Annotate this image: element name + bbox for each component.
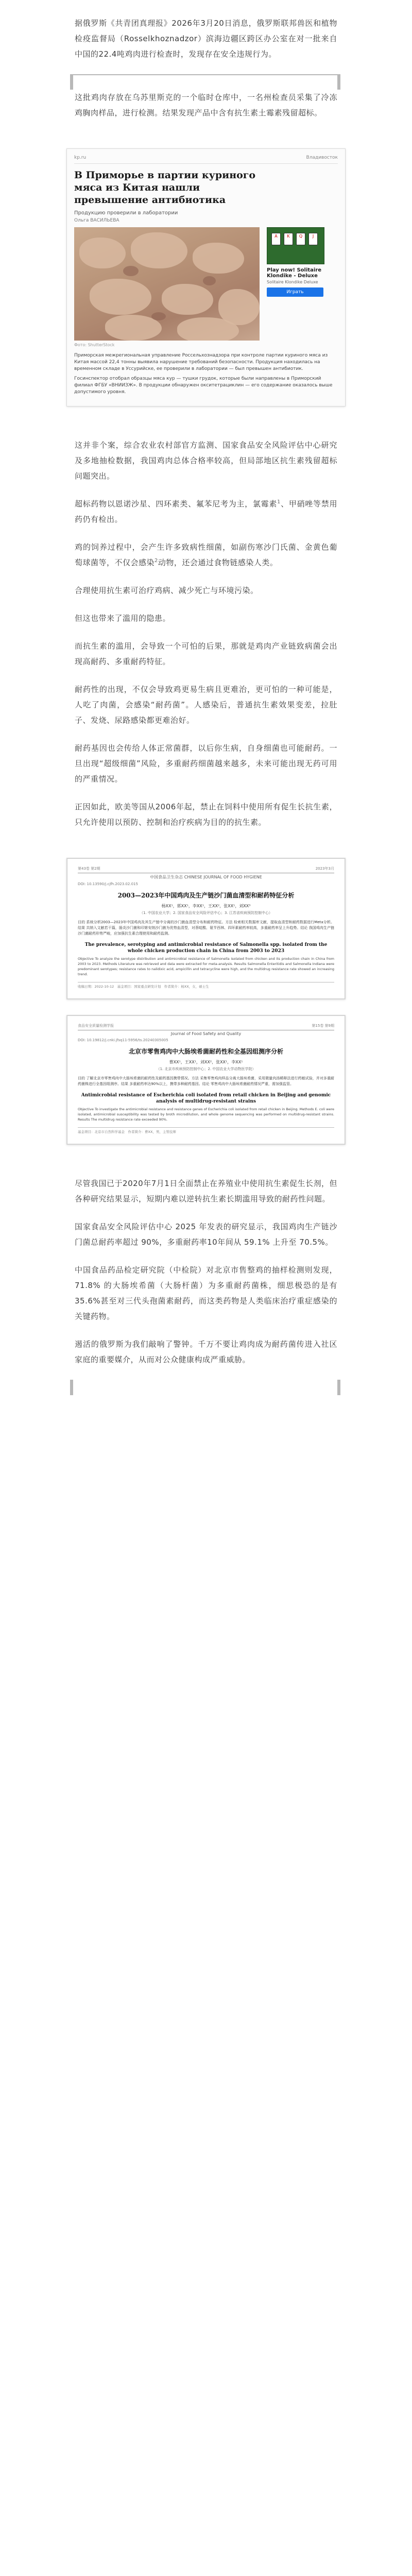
frame-line: [70, 74, 340, 75]
paper-2-doi: DOI: 10.19812/j.cnki.jfsq11-5956/ts.20240305005: [78, 1038, 168, 1042]
paper-2-affiliations: （1. 北京市疾病预防控制中心；2. 中国农业大学动物医学院）: [156, 1067, 256, 1071]
paper-1-journal: 中国食品卫生杂志 CHINESE JOURNAL OF FOOD HYGIENE: [150, 875, 262, 879]
ad-description: Solitaire Klondike Deluxe: [267, 280, 318, 284]
ru-subhead: Продукцию проверили в лаборатории: [74, 210, 178, 216]
paper-2-head-left: 食品安全质量检测学报: [78, 1024, 114, 1028]
ru-article-text: [74, 352, 338, 396]
analysis-paragraph-2a: 超标药物以恩诺沙星、四环素类、氟苯尼考为主，氯霉素: [75, 499, 278, 509]
paper-2: [67, 1015, 345, 1144]
paper-1-authors: 杨XX¹，郭XX¹，李XX¹，王XX²，张XX¹，刘XX³: [161, 904, 251, 908]
intro-paragraph-2: 这批鸡肉存放在乌苏里斯克的一个临时仓库中，一名州检查员采集了冷冻鸡胸肉样品，进行检测。结果发现产品中含有抗生素土霉素残留超标。: [75, 93, 337, 117]
paper-1-head-right: 2023年3月: [315, 867, 334, 871]
photo-caption: Фото: ShutterStock: [74, 343, 115, 347]
footnote-marker: 2: [154, 558, 158, 564]
frame-right-bar: [337, 74, 340, 90]
intro-paragraph-1: 据俄罗斯《共青团真理报》2026年3月20日消息，俄罗斯联邦兽医和植物检疫监督局（Rosselkhoznadzor）滨海边疆区跨区办公室在对一批来自中国的22.4吨鸡肉进行检查时，发现存在安全违规行为。: [75, 19, 337, 59]
ru-text-paragraph-2: Госинспектор отобрал образцы мяса кур — тушки грудок, которые были направлены в Приморский филиал ФГБУ «ВНИИЗЖ». В продукции обнаружен окситетрациклин — его содержание оказалось выше допустимого уровня.: [74, 376, 333, 395]
russian-news-screenshot: [66, 148, 346, 406]
playing-card-icon: K: [284, 233, 293, 245]
ad-play-button[interactable]: Играть: [267, 287, 323, 297]
chicken-meat-photo: [74, 227, 260, 341]
analysis-section: [0, 422, 412, 858]
solitaire-ad[interactable]: [267, 227, 323, 347]
paper-1-english-title: The prevalence, serotyping and antimicrobial resistance of Salmonella spp. isolated from the whole chicken production chain in China from 2003 to 2023: [84, 942, 328, 954]
analysis-paragraph-3: [75, 539, 337, 570]
playing-card-icon: A: [271, 233, 281, 245]
paper-screenshot-1: [66, 858, 346, 999]
footnote-marker: 1: [277, 499, 281, 505]
paper-1-abstract: 目的 系统分析2003—2023年中国鸡肉及其生产链中分离的沙门菌血清型分布和耐药特征。方法 检索相关数据库文献，提取血清型和耐药数据进行Meta分析。结果 共纳入文献若干篇，肠炎沙门菌和印第安纳沙门菌为优势血清型，对萘啶酸、氨苄西林、四环素耐药率较高，多重耐药率呈上升趋势。结论 我国鸡肉生产链沙门菌耐药形势严峻，应加强抗生素合理使用和耐药监测。: [78, 920, 334, 936]
analysis-paragraph-7: 耐药性的出现，不仅会导致鸡更易生病且更难治，更可怕的一种可能是，人吃了肉菌，会感染“耐药菌”。人感染后，普通抗生素效果变差，拉肚子、发烧、尿路感染都更难治好。: [75, 685, 337, 725]
quote-frame-top: [0, 74, 412, 90]
analysis-paragraph-8: 耐药基因也会传给人体正常菌群，以后你生病，自身细菌也可能耐药。一旦出现“超级细菌”风险，多重耐药细菌越来越多，未来可能出现无药可用的严重情况。: [75, 743, 337, 784]
paper-2-abstract: 目的 了解北京市零售鸡肉中大肠埃希菌的耐药性及耐药基因携带情况。方法 采集零售鸡肉样品分离大肠埃希菌，采用微量肉汤稀释法进行药敏试验，并对多重耐药菌株进行全基因组测序。结果 多重耐药率达90%以上，携带多种耐药基因。结论 零售鸡肉中大肠埃希菌耐药情况严重，需加强监管。: [78, 1076, 334, 1086]
paper-1-title: 2003—2023年中国鸡肉及生产链沙门菌血清型和耐药特征分析: [117, 892, 295, 899]
paper-2-journal: Journal of Food Safety and Quality: [170, 1031, 242, 1036]
ru-photo-column: [74, 227, 260, 347]
frame-left-bar: [70, 1380, 73, 1395]
ru-headline: В Приморье в партии куриного мяса из Китая нашли превышение антибиотика: [74, 170, 256, 206]
paper-2-authors: 曹XX¹，王XX¹，刘XX²，张XX¹，李XX¹: [169, 1060, 243, 1064]
ru-text-paragraph-1: Приморская межрегиональная управление Россельхознадзора при контроле партии куриного мяса из Китая массой 22,4 тонны выявила нарушение требований безопасности. Продукция находилась на временном складе в Уссурийске, ее проверили в лаборатории — был превышен антибиотик.: [74, 353, 328, 371]
ending-paragraph-2: 国家食品安全风险评估中心 2025 年发表的研究显示，我国鸡肉生产链沙门菌总耐药率超过 90%，多重耐药率10年间从 59.1% 上升至 70.5%。: [75, 1222, 337, 1247]
analysis-paragraph-4: 合理使用抗生素可治疗鸡病、减少死亡与环境污染。: [75, 586, 259, 595]
analysis-paragraph-2: [75, 496, 337, 527]
ru-body: [74, 227, 338, 347]
ending-section: [0, 1160, 412, 1411]
ad-title: Play now! Solitaire Klondike - Deluxe: [267, 267, 322, 279]
ru-site-name: kp.ru: [74, 155, 87, 160]
paper-1-head-left: 第43卷 第2期: [78, 867, 100, 871]
paper-2-head-right: 第15卷 第9期: [312, 1024, 334, 1028]
paper-2-header: [78, 1023, 334, 1030]
paper-1: [67, 858, 345, 999]
paper-1-english-abstract: Objective To analyze the serotype distribution and antimicrobial resistance of Salmonella isolated from chicken and its production chain in China from 2003 to 2023. Methods Literature was retrieved and data were extracted for meta-analysis. Results Salmonella Enteritidis and Salmonella Indiana were predominant serotypes; resistance rates to nalidixic acid, ampicillin and tetracycline were high, and the multidrug resistance rate showed an increasing trend.: [78, 957, 334, 976]
analysis-paragraph-3a: 鸡的饲养过程中，会产生许多致病性细菌，如副伤寒沙门氏菌、金黄色葡萄球菌等，不仅会感染: [75, 543, 337, 567]
paper-2-title: 北京市零售鸡肉中大肠埃希菌耐药性和全基因组测序分析: [128, 1048, 283, 1055]
ru-site-section: Владивосток: [306, 155, 338, 160]
paper-screenshot-2: [66, 1015, 346, 1145]
intro-section: [0, 0, 412, 148]
paper-1-header: [78, 866, 334, 873]
paper-1-affiliations: （1. 中国农业大学；2. 国家食品安全风险评估中心；3. 江苏省疾病预防控制中心）: [140, 911, 272, 915]
playing-card-icon: J: [308, 233, 318, 245]
paper-1-doi: DOI: 10.13590/j.cjfh.2023.02.015: [78, 882, 138, 886]
ending-paragraph-1: 尽管我国已于2020年7月1日全面禁止在养殖业中使用抗生素促生长剂，但各种研究结果显示，短期内难以逆转抗生素长期滥用导致的耐药性问题。: [75, 1179, 337, 1204]
analysis-paragraph-9: 正因如此，欧美等国从2006年起，禁止在饲料中使用所有促生长抗生素，只允许使用以预防、控制和治疗疾病为目的的抗生素。: [75, 802, 337, 827]
frame-right-bar: [337, 1380, 340, 1395]
playing-card-icon: Q: [296, 233, 305, 245]
frame-left-bar: [70, 74, 73, 90]
ending-paragraph-4: 遏活的俄罗斯为我们敲响了警钟。千万不要让鸡肉成为耐药菌传进入社区家庭的重要媒介，从而对公众健康构成严重威胁。: [75, 1340, 337, 1364]
paper-1-footnote: 收稿日期：2022-10-12 基金项目：国家重点研发计划 作者简介：杨XX，女，硕士生: [78, 982, 334, 989]
analysis-paragraph-5: 但这也带来了滥用的隐患。: [75, 614, 171, 623]
ru-site-header: [74, 155, 338, 164]
analysis-paragraph-2b: 、甲硝唑等禁用药仍有检出。: [75, 499, 337, 524]
paper-2-english-abstract: Objective To investigate the antimicrobial resistance and resistance genes of Escherichia coli isolated from retail chicken in Beijing. Methods E. coli were isolated, antimicrobial susceptibility was tested by broth microdilution, and whole genome sequencing was performed on multidrug-resistant strains. Results The multidrug resistance rate exceeded 90%.: [78, 1107, 334, 1122]
ending-paragraph-3: 中国食品药品检定研究院（中检院）对北京市售整鸡的抽样检测则发现，71.8% 的大肠埃希菌（大肠杆菌）为多重耐药菌株，细思极恐的是有35.6%甚至对三代头孢菌素耐药，而这类药物是人类临床治疗重症感染的关键药物。: [75, 1265, 337, 1321]
analysis-paragraph-6: 而抗生素的滥用，会导致一个可怕的后果，那就是鸡肉产业链致病菌会出现高耐药、多重耐药特征。: [75, 641, 337, 666]
quote-frame-bottom: [0, 1380, 412, 1395]
ru-site: [67, 149, 345, 406]
analysis-paragraph-3b: 动物，还会通过食物链感染人类。: [158, 558, 278, 567]
paper-2-footnote: 基金项目：北京市自然科学基金 作者简介：曹XX，男，主管技师: [78, 1127, 334, 1134]
paper-2-english-title: Antimicrobial resistance of Escherichia coli isolated from retail chicken in Beijing and genomic analysis of multidrug-resistant strains: [81, 1093, 331, 1104]
solitaire-ad-image: [267, 227, 324, 264]
ru-author: Ольга ВАСИЛЬЕВА: [74, 218, 119, 223]
analysis-paragraph-1: 这并非个案，综合农业农村部官方监测、国家食品安全风险评估中心研究及多地抽检数据，我国鸡肉总体合格率较高，但局部地区抗生素残留超标问题突出。: [75, 440, 337, 481]
